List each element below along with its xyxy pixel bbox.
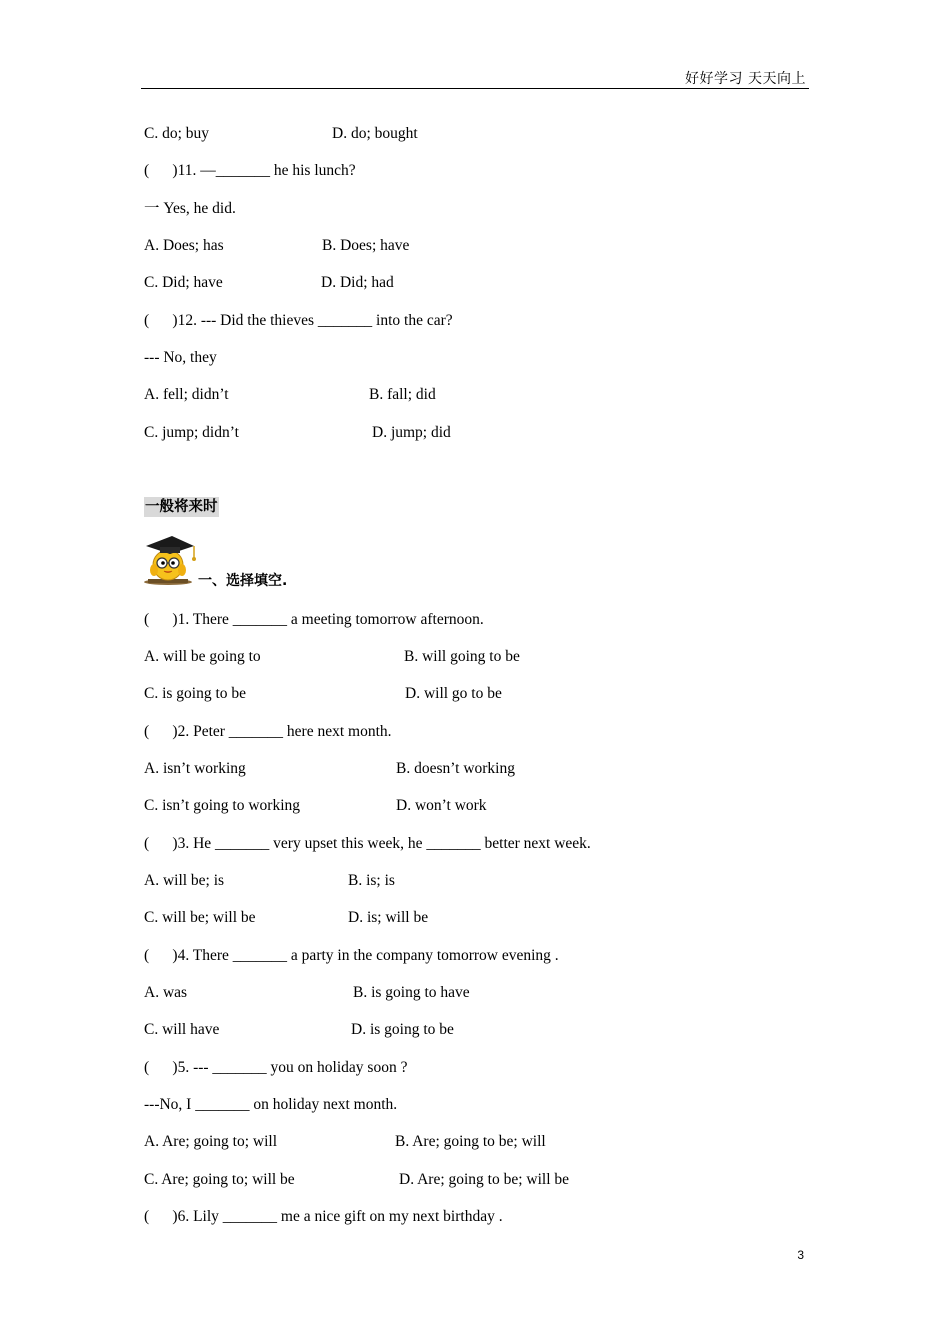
page-number: 3 — [797, 1248, 804, 1262]
question-line-6: ( )3. He _______ very upset this week, he _______ better next week. — [144, 835, 591, 852]
line-top-7: A. fell; didn’t B. fall; did — [144, 386, 436, 403]
header-rule — [141, 88, 809, 89]
question-line-16: ( )6. Lily _______ me a nice gift on my next birthday . — [144, 1208, 503, 1225]
question-line-4: A. isn’t working B. doesn’t working — [144, 760, 515, 777]
question-line-8: C. will be; will be D. is; will be — [144, 909, 429, 926]
line-top-4: C. Did; have D. Did; had — [144, 274, 394, 291]
line-top-2: 一 Yes, he did. — [144, 200, 236, 217]
question-line-12: ( )5. --- _______ you on holiday soon ? — [144, 1059, 408, 1076]
section-title: 一般将来时 — [145, 499, 218, 515]
question-line-13: ---No, I _______ on holiday next month. — [144, 1096, 398, 1113]
question-line-11: C. will have D. is going to be — [144, 1021, 454, 1038]
question-line-0: ( )1. There _______ a meeting tomorrow afternoon. — [144, 611, 484, 628]
question-line-2: C. is going to be D. will go to be — [144, 685, 502, 702]
header-text: 好好学习 天天向上 — [685, 71, 806, 87]
line-top-1: ( )11. —_______ he his lunch? — [144, 162, 356, 179]
subsection-title: 一、选择填空. — [198, 573, 288, 589]
question-line-10: A. was B. is going to have — [144, 984, 470, 1001]
question-line-5: C. isn’t going to working D. won’t work — [144, 797, 487, 814]
question-line-1: A. will be going to B. will going to be — [144, 648, 520, 665]
question-line-14: A. Are; going to; will B. Are; going to be; will — [144, 1133, 546, 1150]
question-line-9: ( )4. There _______ a party in the company tomorrow evening . — [144, 947, 559, 964]
question-line-15: C. Are; going to; will be D. Are; going to be; will be — [144, 1171, 570, 1188]
question-line-7: A. will be; is B. is; is — [144, 872, 395, 889]
line-top-6: --- No, they — [144, 349, 217, 366]
line-top-0: C. do; buy D. do; bought — [144, 125, 418, 142]
graduate-mascot-icon — [142, 532, 196, 588]
line-top-8: C. jump; didn’t D. jump; did — [144, 424, 451, 441]
line-top-5: ( )12. --- Did the thieves _______ into the car? — [144, 312, 453, 329]
question-line-3: ( )2. Peter _______ here next month. — [144, 723, 392, 740]
line-top-3: A. Does; has B. Does; have — [144, 237, 410, 254]
